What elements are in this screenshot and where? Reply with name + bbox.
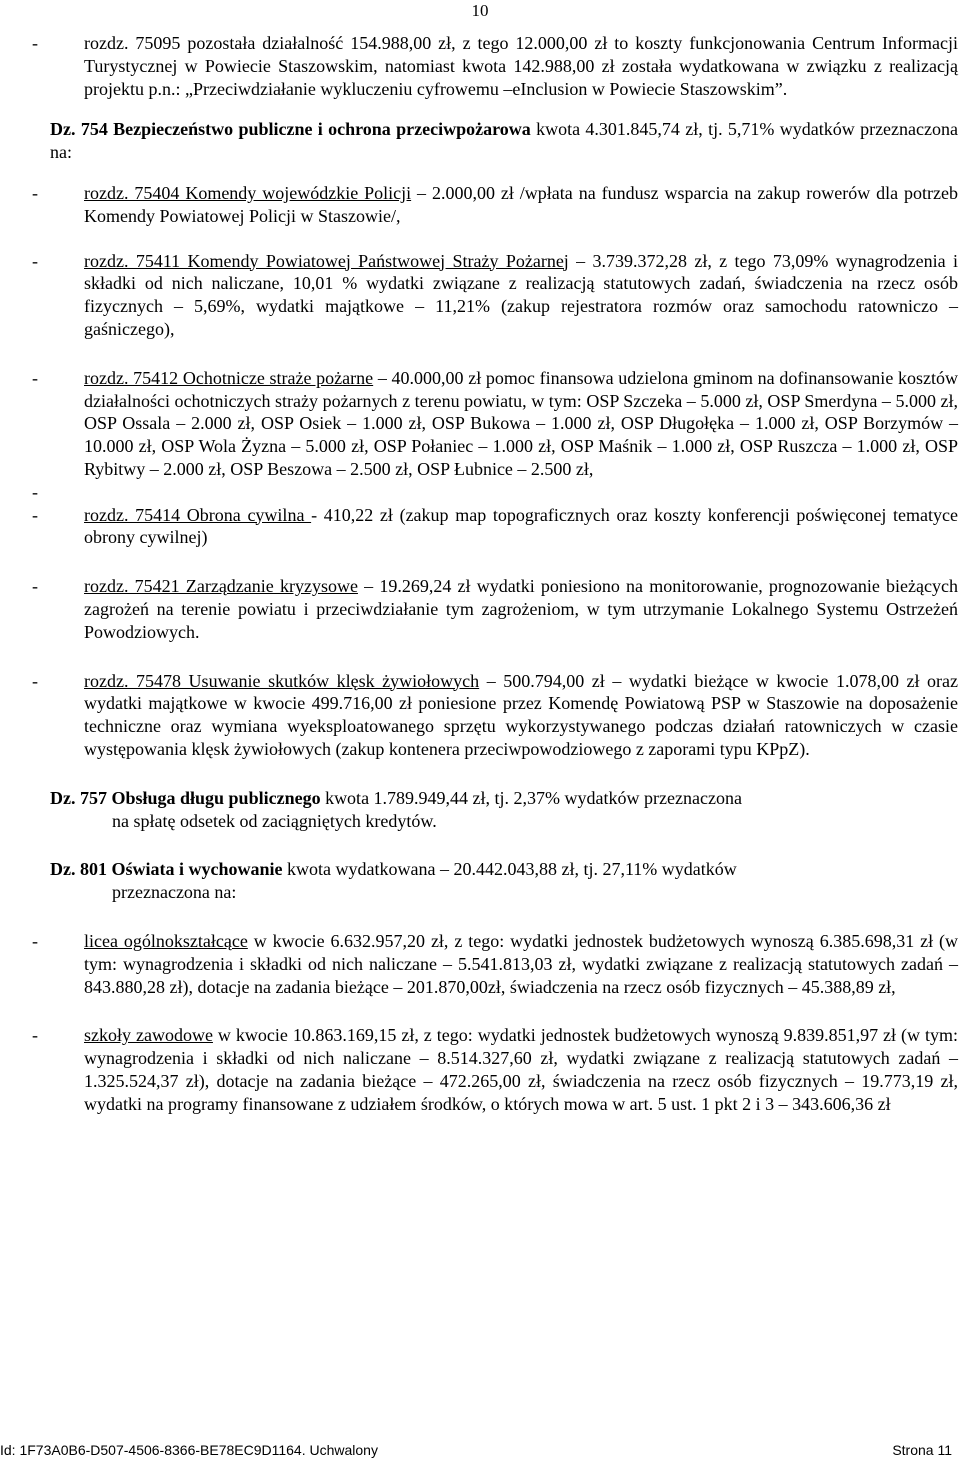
document-id: Id: 1F73A0B6-D507-4506-8366-BE78EC9D1164. Uchwalony [0, 1442, 378, 1458]
item-text: – 40.000,00 zł pomoc finansowa udzielona gminom na dofinansowanie kosztów działalności ochotniczych straży pożarnych z terenu powiatu, w tym: OSP Szczeka – 5.000 zł, OSP Smerdyna – 5.000 zł, OSP Ossala – 2.000 zł, OSP Osiek – 1.000 zł, OSP Bukowa – 1.000 zł, OSP Długołęka – 1.000 zł, OSP Borzymów – 10.000 zł, OSP Wola Żyzna – 5.000 zł, OSP Połaniec – 1.000 zł, OSP Maśnik – 1.000 zł, OSP Ruszcza – 1.000 zł, OSP Rybitwy – 2.000 zł, OSP Beszowa – 2.500 zł, OSP Łubnice – 2.500 zł, [84, 367, 958, 479]
list-dash: - [32, 930, 38, 951]
list-dash: - [32, 481, 38, 502]
list-item-75478 [32, 670, 958, 761]
list-dash: - [32, 250, 38, 271]
item-lead: licea ogólnokształcące [84, 930, 248, 951]
page-footer [0, 1441, 960, 1459]
item-lead: rozdz. 75095 pozostała działalność [84, 33, 344, 53]
section-label: Dz. 757 Obsługa długu publicznego [50, 787, 321, 808]
section-body: przeznaczona na: [112, 882, 237, 903]
list-dash: - [32, 182, 38, 203]
list-item-75404 [32, 182, 958, 228]
list-item-empty [32, 481, 958, 504]
item-text: - 410,22 zł (zakup map topograficznych oraz koszty konferencji poświęconej tematyce obrony cywilnej) [84, 504, 958, 548]
section-dz-801 [32, 858, 958, 881]
list-item-75412 [32, 367, 958, 481]
footer-page-label: Strona 11 [892, 1442, 952, 1458]
item-text: w kwocie 10.863.169,15 zł, z tego: wydatki jednostek budżetowych wynoszą 9.839.851,97 zł (w tym: wynagrodzenia i składki od nich naliczane – 8.514.327,60 zł, wydatki związane z realizacją statutowych zadań – 1.325.524,37 zł), dotacje na zadania bieżące – 472.265,00 zł, świadczenia na rzecz osób fizycznych – 19.773,19 zł, wydatki na programy finansowane z udziałem środków, o których mowa w art. 5 ust. 1 pkt 2 i 3 – 343.606,36 zł [84, 1025, 958, 1114]
section-dz-754 [32, 118, 958, 164]
list-dash: - [32, 367, 38, 388]
list-dash: - [32, 1025, 38, 1046]
list-item-75411 [32, 250, 958, 341]
list-dash: - [32, 33, 38, 53]
item-text: – 500.794,00 zł – wydatki bieżące w kwocie 1.078,00 zł oraz wydatki majątkowe w kwocie 499.716,00 zł poniesione przez Komendę Powiatową PSP w Staszowie na doposażenie techniczne oraz wymiana wyeksploatowanego sprzętu wykorzystywanego podczas działań ratowniczych w czasie występowania klęsk żywiołowych (zakup kontenera przeciwpowodziowego z zaporami typu KPpZ). [84, 670, 958, 759]
item-lead: rozdz. 75412 Ochotnicze straże pożarne [84, 367, 374, 388]
item-lead: rozdz. 75411 Komendy Powiatowej Państwowej Straży Pożarnej [84, 250, 569, 271]
item-text: – 19.269,24 zł wydatki poniesiono na monitorowanie, prognozowanie bieżących zagrożeń na terenie powiatu i przeciwdziałanie tym zagrożeniom, w tym utrzymanie Lokalnego Systemu Ostrzeżeń Powodziowych. [84, 576, 959, 642]
document-body [32, 32, 958, 1115]
section-body: na spłatę odsetek od zaciągniętych kredytów. [112, 810, 437, 831]
section-dz-757 [32, 787, 958, 810]
section-text: kwota 1.789.949,44 zł, tj. 2,37% wydatków przeznaczona [320, 787, 742, 808]
section-label: Dz. 754 Bezpieczeństwo publiczne i ochrona przeciwpożarowa [50, 119, 531, 140]
page-number: 10 [471, 1, 489, 20]
item-lead: rozdz. 75414 Obrona cywilna [84, 504, 312, 525]
list-dash: - [32, 576, 38, 597]
item-lead: rozdz. 75404 Komendy wojewódzkie Policji [84, 182, 412, 203]
item-text: – 2.000,00 zł /wpłata na fundusz wsparcia na zakup rowerów dla potrzeb Komendy Powiatowej Policji w Staszowie/, [84, 182, 958, 226]
list-item-licea [32, 930, 958, 998]
section-text: kwota wydatkowana – 20.442.043,88 zł, tj. 27,11% wydatków [282, 859, 737, 880]
section-label: Dz. 801 Oświata i wychowanie [50, 859, 283, 880]
item-lead: szkoły zawodowe [84, 1025, 213, 1046]
list-dash: - [32, 670, 38, 691]
list-item-szkoly-zawodowe [32, 1024, 958, 1115]
item-text: – 3.739.372,28 zł, z tego 73,09% wynagrodzenia i składki od nich naliczane, 10,01 % wydatki związane z realizacją statutowych zadań, świadczenia na rzecz osób fizycznych – 5,69%, wydatki majątkowe – 11,21% (zakup rejestratora rozmów oraz samochodu ratowniczo – gaśniczego), [84, 250, 958, 339]
item-text: 154.988,00 zł, z tego 12.000,00 zł to koszty funkcjonowania Centrum Informacji Turystycznej w Powiecie Staszowskim, natomiast kwota 142.988,00 zł została wydatkowana w związku z realizacją projektu p.n.: „Przeciwdziałanie wykluczeniu cyfrowemu –eInclusion w Powiecie Staszowskim”. [84, 33, 958, 99]
item-lead: rozdz. 75478 Usuwanie skutków klęsk żywiołowych [84, 670, 480, 691]
list-item-75421 [32, 575, 958, 643]
list-item-75414 [32, 504, 958, 550]
list-item-75095 [32, 32, 958, 100]
item-lead: rozdz. 75421 Zarządzanie kryzysowe [84, 576, 358, 597]
section-text: kwota 4.301.845,74 zł, tj. 5,71% wydatków przeznaczona na: [50, 119, 958, 163]
list-dash: - [32, 504, 38, 525]
item-text: w kwocie 6.632.957,20 zł, z tego: wydatki jednostek budżetowych wynoszą 6.385.698,31 zł (w tym: wynagrodzenia i składki od nich naliczane – 5.541.813,03 zł, wydatki związane z realizacją statutowych zadań – 843.880,28 zł), dotacje na zadania bieżące – 201.870,00zł, świadczenia na rzecz osób fizycznych – 45.388,89 zł, [84, 930, 958, 997]
